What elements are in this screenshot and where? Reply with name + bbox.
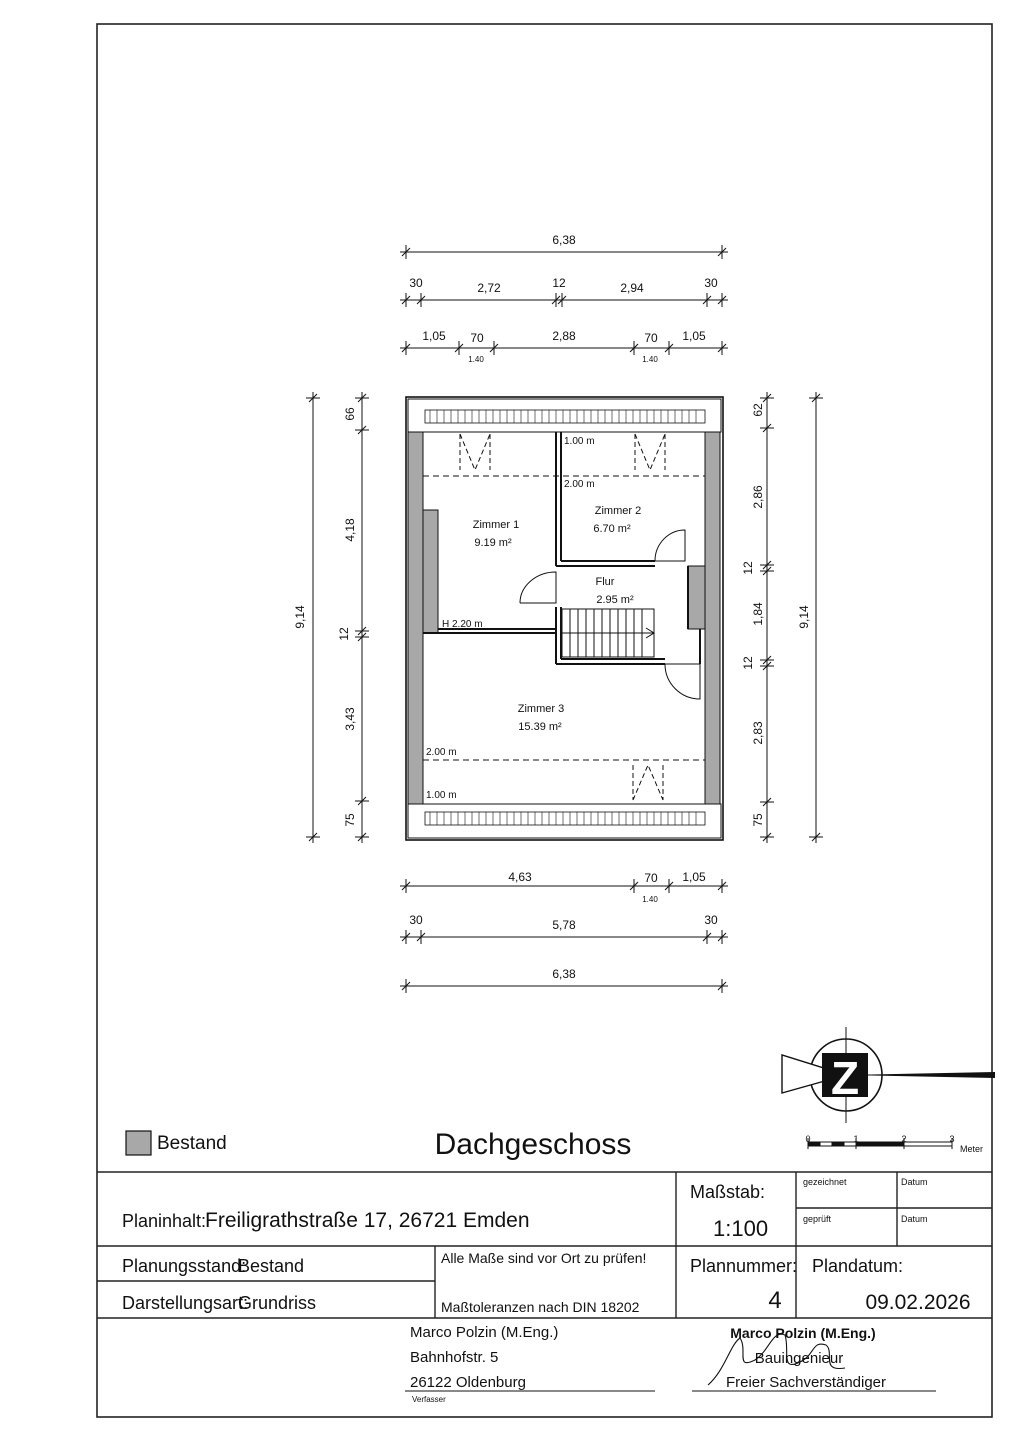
dim-top-r3-2: 70	[470, 331, 484, 345]
room-zimmer-3-name: Zimmer 3	[517, 703, 565, 715]
dim-top-r3-5: 1,05	[682, 329, 706, 343]
planungsstand-label: Planungsstand:	[122, 1256, 247, 1276]
eave-bottom	[408, 804, 721, 838]
dim-right-overall: 9,14	[797, 605, 811, 629]
dim-left-3: 12	[337, 627, 351, 641]
dim-bottom-r2-3: 30	[704, 913, 718, 927]
eave-top	[408, 399, 721, 432]
dim-right-1: 62	[751, 403, 765, 417]
dimensions-right	[760, 392, 823, 843]
room-zimmer-3-area: 15.39 m²	[518, 721, 562, 733]
wall-left-niche	[423, 510, 438, 633]
room-zimmer-1-area: 9.19 m²	[474, 537, 512, 549]
dim-right-6: 2,83	[751, 721, 765, 745]
dim-top-overall: 6,38	[552, 233, 576, 247]
stamp-name: Marco Polzin (M.Eng.)	[730, 1325, 876, 1341]
scale-bar	[808, 1138, 952, 1149]
dim-left-4: 3,43	[343, 707, 357, 731]
dim-bottom-r1-small: 1.40	[642, 895, 658, 904]
dim-right-5: 12	[741, 656, 755, 670]
legend-label: Bestand	[157, 1133, 227, 1154]
height-mark-z3-bot: 1.00 m	[426, 790, 457, 801]
datum-label-1: Datum	[901, 1177, 928, 1187]
massstab-value: 1:100	[713, 1216, 769, 1241]
wall-right	[705, 432, 720, 804]
verfasser-label: Verfasser	[412, 1395, 446, 1404]
height-mark-z2-top: 1.00 m	[564, 436, 595, 447]
stamp-title: Bauingenieur	[754, 1350, 844, 1367]
note-toleranzen: Maßtoleranzen nach DIN 18202	[441, 1299, 640, 1315]
dim-bottom-r2-1: 30	[409, 913, 423, 927]
dim-left-1: 66	[343, 407, 357, 421]
planinhalt-label: Planinhalt:	[122, 1211, 207, 1231]
gezeichnet-label: gezeichnet	[803, 1177, 847, 1187]
planinhalt-value: Freiligrathstraße 17, 26721 Emden	[205, 1209, 530, 1232]
north-arrow-letter: Z	[830, 1052, 860, 1104]
dim-bottom-r1-2: 70	[644, 871, 658, 885]
dim-top-r2-4: 2,94	[620, 281, 644, 295]
room-zimmer-1-name: Zimmer 1	[472, 519, 520, 531]
dim-bottom-r1-3: 1,05	[682, 870, 706, 884]
dim-top-r3-small-1: 1.40	[468, 355, 484, 364]
dim-top-r3-1: 1,05	[422, 329, 446, 343]
room-zimmer-2-name: Zimmer 2	[594, 505, 642, 517]
dim-top-r3-3: 2,88	[552, 329, 576, 343]
dim-top-r2-2: 2,72	[477, 281, 501, 295]
plannummer-label: Plannummer:	[690, 1256, 798, 1276]
dim-left-2: 4,18	[343, 518, 357, 542]
room-flur-area: 2.95 m²	[596, 594, 634, 606]
dimensions-left	[306, 392, 369, 843]
wall-left-upper	[408, 432, 423, 804]
dim-bottom-r1-1: 4,63	[508, 870, 532, 884]
massstab-label: Maßstab:	[690, 1182, 766, 1202]
room-flur-name: Flur	[595, 576, 615, 588]
planungsstand-value: Bestand	[238, 1256, 305, 1276]
darstellungsart-value: Grundriss	[238, 1293, 317, 1313]
dim-top-r3-4: 70	[644, 331, 658, 345]
datum-label-2: Datum	[901, 1214, 928, 1224]
north-arrow	[782, 1027, 995, 1123]
dim-top-r2-1: 30	[409, 276, 423, 290]
dim-left-overall: 9,14	[293, 605, 307, 629]
room-zimmer-2-area: 6.70 m²	[593, 523, 631, 535]
verfasser-line-1: Marco Polzin (M.Eng.)	[410, 1324, 559, 1341]
dim-right-3: 12	[741, 561, 755, 575]
dim-bottom-overall: 6,38	[552, 967, 576, 981]
gepruft-label: geprüft	[803, 1214, 832, 1224]
dim-left-5: 75	[343, 813, 357, 827]
drawing-title: Dachgeschoss	[434, 1128, 632, 1161]
scale-tick-2: 2	[901, 1134, 907, 1144]
height-mark-z3-mid: 2.00 m	[426, 747, 457, 758]
legend-swatch	[126, 1131, 151, 1155]
dim-bottom-r2-2: 5,78	[552, 918, 576, 932]
plandatum-label: Plandatum:	[812, 1256, 904, 1276]
dim-top-r2-5: 30	[704, 276, 718, 290]
dim-top-r2-3: 12	[552, 276, 566, 290]
darstellungsart-label: Darstellungsart:	[122, 1293, 249, 1313]
scale-tick-1: 1	[853, 1134, 859, 1144]
scale-unit: Meter	[960, 1144, 984, 1154]
scale-tick-3: 3	[949, 1134, 955, 1144]
note-pruefen: Alle Maße sind vor Ort zu prüfen!	[441, 1250, 647, 1266]
height-mark-z2-mid: 2.00 m	[564, 479, 595, 490]
scale-tick-0: 0	[805, 1134, 811, 1144]
verfasser-line-3: 26122 Oldenburg	[410, 1374, 526, 1391]
height-mark-z1: H 2.20 m	[442, 619, 483, 630]
wall-right-niche	[688, 566, 705, 629]
dim-top-r3-small-2: 1.40	[642, 355, 658, 364]
dim-right-4: 1,84	[751, 602, 765, 626]
verfasser-line-2: Bahnhofstr. 5	[410, 1349, 499, 1366]
stamp-subtitle: Freier Sachverständiger	[725, 1374, 887, 1391]
dim-right-2: 2,86	[751, 485, 765, 509]
plandatum-value: 09.02.2026	[865, 1291, 971, 1314]
dim-right-7: 75	[751, 813, 765, 827]
plannummer-value: 4	[768, 1287, 782, 1314]
